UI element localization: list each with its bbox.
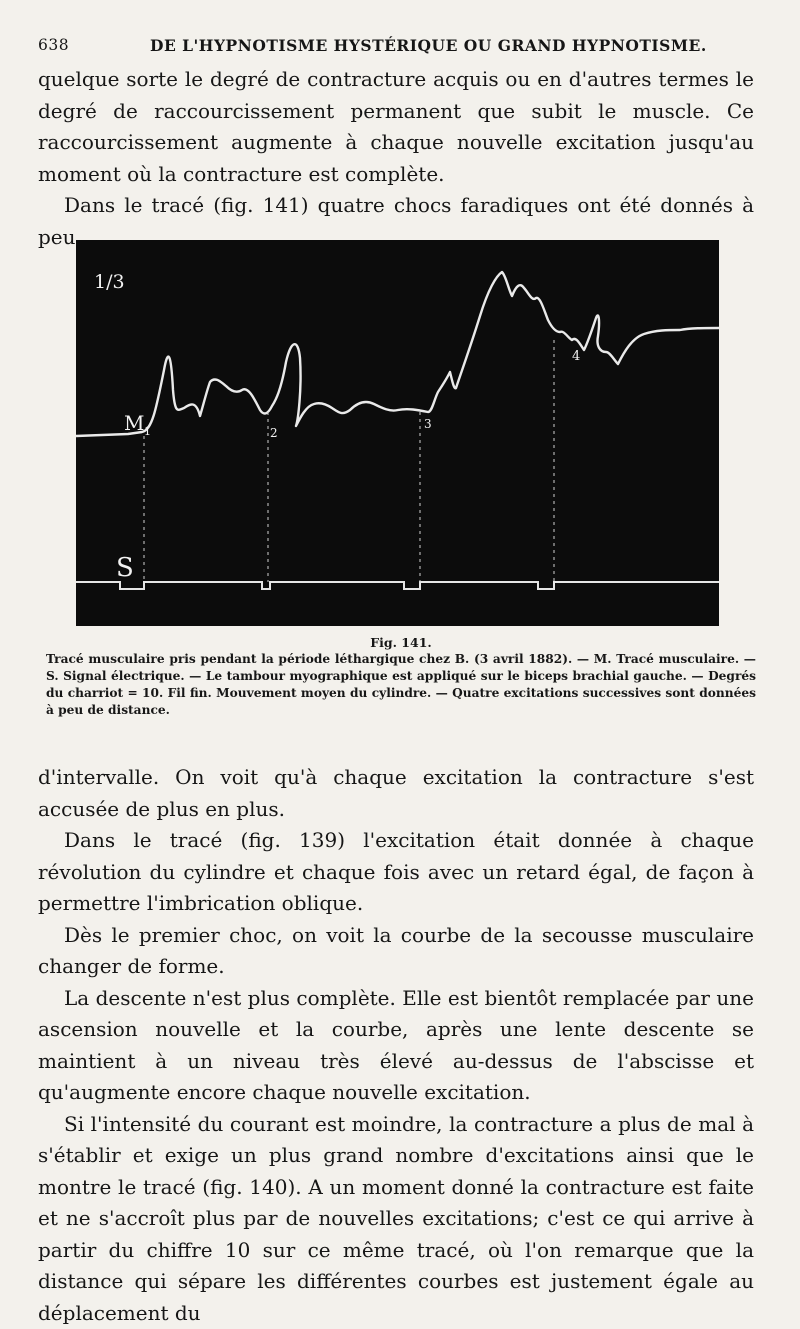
signal-label: S xyxy=(116,553,134,583)
excitation-label-3: 3 xyxy=(424,417,432,431)
paragraph: Dès le premier choc, on voit la courbe de la secousse musculaire changer de forme. xyxy=(38,920,754,983)
scale-label: 1/3 xyxy=(94,271,125,293)
excitation-label-2: 2 xyxy=(270,426,278,440)
page-number: 638 xyxy=(38,36,69,54)
signal-trace xyxy=(76,582,719,589)
paragraph: d'intervalle. On voit qu'à chaque excitation la contracture s'est accusée de plus en plus. xyxy=(38,762,754,825)
paragraph: quelque sorte le degré de contracture acquis ou en d'autres termes le degré de raccourcissement permanent que subit le muscle. Ce raccourcissement augmente à chaque nouvelle excitation jusqu'au moment où la contracture est complète. xyxy=(38,64,754,190)
excitation-markers xyxy=(144,340,554,582)
caption-text: Tracé musculaire pris pendant la période léthargique chez B. (3 avril 1882). — M. Tracé musculaire. — S. Signal électrique. — Le tambour myographique est appliqué sur le biceps brachial gauche. — Degrés du charriot = 10. Fil fin. Mouvement moyen du cylindre. — Quatre excitations successives sont données à peu de distance. xyxy=(46,651,756,719)
body-text-top xyxy=(38,64,754,253)
myograph-figure xyxy=(76,240,719,626)
excitation-label-1: 1 xyxy=(144,425,151,438)
muscle-label: M xyxy=(124,411,144,435)
paragraph: Si l'intensité du courant est moindre, la contracture a plus de mal à s'établir et exige un plus grand nombre d'excitations ainsi que le montre le tracé (fig. 140). A un moment donné la contracture est faite et ne s'accroît plus par de nouvelles excitations; c'est ce qui arrive à partir du chiffre 10 sur ce même tracé, où l'on remarque que la distance qui sépare les différentes courbes est justement égale au déplacement du xyxy=(38,1109,754,1329)
myograph-trace-svg xyxy=(76,240,719,626)
paragraph: Dans le tracé (fig. 141) quatre chocs faradiques ont été donnés à peu xyxy=(38,190,754,253)
body-text-bottom xyxy=(38,762,754,1329)
figure-caption xyxy=(46,634,756,719)
running-title: DE L'HYPNOTISME HYSTÉRIQUE OU GRAND HYPNOTISME. xyxy=(150,36,707,55)
muscle-trace xyxy=(76,272,719,436)
caption-title: Fig. 141. xyxy=(46,634,756,651)
excitation-label-4: 4 xyxy=(572,349,580,364)
paragraph: La descente n'est plus complète. Elle est bientôt remplacée par une ascension nouvelle et la courbe, après une lente descente se maintient à un niveau très élevé au-dessus de l'abscisse et qu'augmente encore chaque nouvelle excitation. xyxy=(38,983,754,1109)
paragraph: Dans le tracé (fig. 139) l'excitation était donnée à chaque révolution du cylindre et chaque fois avec un retard égal, de façon à permettre l'imbrication oblique. xyxy=(38,825,754,920)
